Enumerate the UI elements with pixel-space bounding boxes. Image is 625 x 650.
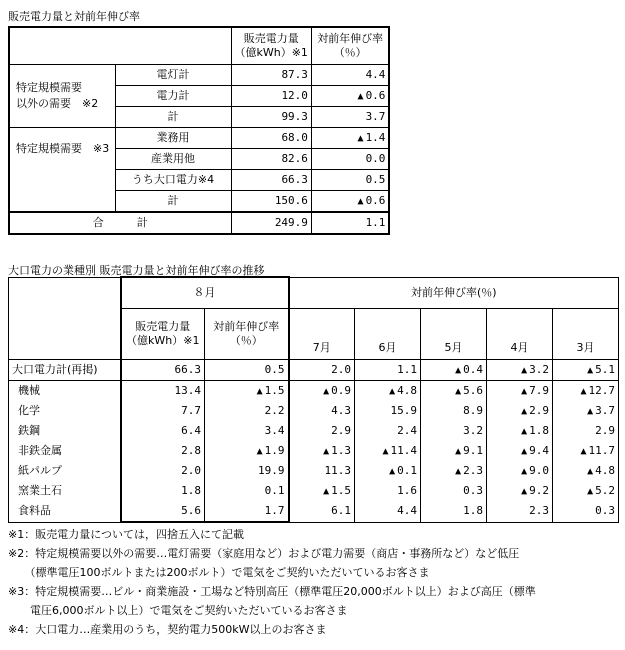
month-growth-cell — [355, 441, 421, 461]
decrease-triangle-icon: ▲ — [357, 132, 364, 144]
group-label-line2: 以外の需要 ※2 — [16, 97, 99, 110]
growth-value: 12.7 — [588, 383, 615, 397]
month-header: 3月 — [553, 309, 619, 360]
growth-value: 1.3 — [331, 443, 351, 457]
month-header: 7月 — [289, 309, 355, 360]
sales-value: 150.6 — [231, 191, 311, 213]
month-growth-cell — [355, 421, 421, 441]
decrease-triangle-icon: ▲ — [256, 445, 263, 457]
sub-sales-line2: （億kWh）※1 — [126, 334, 200, 347]
row-label: 産業用他 — [115, 149, 231, 170]
header-sales-line2: （億kWh）※1 — [234, 46, 308, 59]
header-growth-line2: （％） — [333, 46, 367, 59]
month-growth-cell — [487, 401, 553, 421]
month-growth-cell — [289, 381, 355, 402]
sales-value: 66.3 — [121, 360, 205, 381]
growth-value: 5.1 — [595, 362, 615, 376]
growth-value: 11.7 — [588, 443, 615, 457]
growth-value: 1.7 — [264, 503, 285, 517]
growth-value: 3.4 — [264, 423, 285, 437]
industry-label-text: 非鉄金属 — [18, 444, 62, 457]
row-label: 電力計 — [115, 86, 231, 107]
growth-value: 5.2 — [595, 483, 615, 497]
growth-value: 9.1 — [463, 443, 483, 457]
growth-value: 3.7 — [365, 109, 386, 123]
industry-label-text: 鉄鋼 — [18, 424, 40, 437]
total-label: 合 計 — [9, 212, 231, 234]
month-growth-cell — [289, 501, 355, 522]
industry-label-text: 機械 — [18, 384, 40, 397]
row-label: 計 — [115, 191, 231, 213]
sub-growth-line1: 対前年伸び率 — [213, 320, 280, 333]
growth-cell — [311, 65, 389, 86]
month-growth-cell — [553, 381, 619, 402]
table-row — [9, 481, 619, 501]
month-growth-cell — [487, 501, 553, 522]
table-row — [9, 461, 619, 481]
footnote: ※1：販売電力量については，四捨五入にて記載 — [8, 528, 244, 541]
month-growth-cell — [487, 421, 553, 441]
table-row — [9, 401, 619, 421]
header-sales — [231, 27, 311, 65]
row-label: うち大口電力※4 — [115, 170, 231, 191]
month-growth-cell — [421, 381, 487, 402]
sales-value: 7.7 — [121, 401, 205, 421]
month-growth-cell — [289, 461, 355, 481]
industry-label: 大口電力計(再掲) — [9, 360, 121, 381]
total-growth: 1.1 — [365, 215, 386, 229]
growth-value: 0.1 — [397, 463, 417, 477]
growth-value: 0.9 — [331, 383, 351, 397]
growth-value: 2.2 — [264, 403, 285, 417]
industry-label — [9, 401, 121, 421]
group-label-line1: 特定規模需要 ※3 — [16, 142, 110, 155]
growth-value: 11.3 — [324, 463, 351, 477]
decrease-triangle-icon: ▲ — [521, 465, 528, 477]
decrease-triangle-icon: ▲ — [389, 385, 396, 397]
growth-value: 2.3 — [463, 463, 483, 477]
growth-value: 1.6 — [397, 483, 417, 497]
growth-value: 0.5 — [365, 172, 386, 186]
month-growth-cell — [355, 481, 421, 501]
row-label: 電灯計 — [115, 65, 231, 86]
decrease-triangle-icon: ▲ — [580, 385, 587, 397]
growth-value: 4.8 — [595, 463, 615, 477]
growth-value: 7.9 — [529, 383, 549, 397]
growth-value: 4.4 — [365, 67, 386, 81]
footnotes — [8, 525, 536, 639]
total-row — [9, 212, 389, 234]
growth-value: 6.1 — [331, 503, 351, 517]
growth-cell — [311, 149, 389, 170]
month-growth-cell — [487, 481, 553, 501]
growth-value: 19.9 — [258, 463, 285, 477]
industry-label-text: 紙パルプ — [18, 464, 62, 477]
sub-growth-line2: （％） — [229, 334, 263, 347]
growth-value: 11.4 — [390, 443, 417, 457]
decrease-triangle-icon: ▲ — [389, 465, 396, 477]
growth-cell — [311, 128, 389, 149]
growth-value: 0.4 — [463, 362, 483, 376]
growth-value: 0.5 — [264, 362, 285, 376]
aug-growth-cell — [205, 481, 289, 501]
month-growth-cell — [487, 441, 553, 461]
table-header-row — [9, 27, 389, 65]
growth-cell — [311, 170, 389, 191]
industry-label — [9, 381, 121, 402]
group-label-specific — [9, 128, 115, 213]
footnote: ※3：特定規模需要…ビル・商業施設・工場など特別高圧（標準電圧20,000ボルト以上）および高圧（標準 — [8, 585, 536, 598]
growth-value: 2.9 — [529, 403, 549, 417]
decrease-triangle-icon: ▲ — [455, 445, 462, 457]
decrease-triangle-icon: ▲ — [382, 445, 389, 457]
sales-value: 68.0 — [231, 128, 311, 149]
industry-label — [9, 441, 121, 461]
growth-value: 2.9 — [331, 423, 351, 437]
footnote: ※2：特定規模需要以外の需要…電灯需要（家庭用など）および電力需要（商店・事務所など）など低圧 — [8, 547, 520, 560]
august-header: ８月 — [121, 277, 289, 309]
industry-label — [9, 461, 121, 481]
month-growth-cell — [421, 481, 487, 501]
growth-value: 4.8 — [397, 383, 417, 397]
table-row — [9, 501, 619, 522]
industry-label-text: 化学 — [18, 404, 40, 417]
growth-value: 2.9 — [595, 423, 615, 437]
month-header: 5月 — [421, 309, 487, 360]
total-sales: 249.9 — [231, 212, 311, 234]
decrease-triangle-icon: ▲ — [357, 195, 364, 207]
industry-label — [9, 421, 121, 441]
aug-growth-cell — [205, 441, 289, 461]
month-growth-cell — [421, 501, 487, 522]
month-growth-cell — [289, 401, 355, 421]
growth-value: 1.5 — [264, 383, 285, 397]
sub-header-growth — [205, 309, 289, 360]
growth-value: 3.2 — [529, 362, 549, 376]
month-growth-cell — [289, 360, 355, 381]
month-growth-cell — [421, 461, 487, 481]
aug-growth-cell — [205, 421, 289, 441]
decrease-triangle-icon: ▲ — [455, 364, 462, 376]
header-growth-line1: 対前年伸び率 — [317, 32, 384, 45]
growth-value: 1.1 — [397, 362, 417, 376]
growth-value: 1.8 — [529, 423, 549, 437]
decrease-triangle-icon: ▲ — [521, 445, 528, 457]
yoy-header: 対前年伸び率(％) — [289, 277, 619, 309]
decrease-triangle-icon: ▲ — [455, 385, 462, 397]
decrease-triangle-icon: ▲ — [256, 385, 263, 397]
group-label-line1: 特定規模需要 — [16, 81, 82, 94]
month-growth-cell — [421, 441, 487, 461]
industry-label — [9, 501, 121, 522]
growth-value: 0.3 — [463, 483, 483, 497]
aug-growth-cell — [205, 381, 289, 402]
month-growth-cell — [289, 421, 355, 441]
month-growth-cell — [355, 401, 421, 421]
decrease-triangle-icon: ▲ — [587, 465, 594, 477]
aug-growth-cell — [205, 401, 289, 421]
growth-value: 9.2 — [529, 483, 549, 497]
header-blank — [9, 277, 121, 360]
decrease-triangle-icon: ▲ — [587, 364, 594, 376]
growth-value: 4.4 — [397, 503, 417, 517]
growth-value: 3.7 — [595, 403, 615, 417]
month-growth-cell — [553, 461, 619, 481]
industry-label-text: 窯業土石 — [18, 484, 62, 497]
recap-row — [9, 360, 619, 381]
month-growth-cell — [487, 381, 553, 402]
growth-value: 1.8 — [463, 503, 483, 517]
growth-value: 15.9 — [390, 403, 417, 417]
month-growth-cell — [487, 360, 553, 381]
month-growth-cell — [289, 481, 355, 501]
sales-value: 66.3 — [231, 170, 311, 191]
decrease-triangle-icon: ▲ — [521, 425, 528, 437]
row-label: 計 — [115, 107, 231, 128]
sales-value: 99.3 — [231, 107, 311, 128]
growth-value: 9.0 — [529, 463, 549, 477]
growth-value: 1.9 — [264, 443, 285, 457]
month-growth-cell — [553, 501, 619, 522]
month-growth-cell — [421, 421, 487, 441]
month-growth-cell — [553, 481, 619, 501]
table-row — [9, 381, 619, 402]
header-sales-line1: 販売電力量 — [243, 32, 299, 45]
decrease-triangle-icon: ▲ — [521, 385, 528, 397]
growth-cell — [311, 86, 389, 107]
month-growth-cell — [421, 360, 487, 381]
sales-value: 13.4 — [121, 381, 205, 402]
aug-growth-cell — [205, 360, 289, 381]
growth-value: 0.6 — [365, 88, 386, 102]
decrease-triangle-icon: ▲ — [587, 405, 594, 417]
table-row — [9, 421, 619, 441]
month-growth-cell — [355, 381, 421, 402]
growth-value: 1.4 — [365, 130, 386, 144]
month-growth-cell — [553, 401, 619, 421]
aug-growth-cell — [205, 461, 289, 481]
month-growth-cell — [487, 461, 553, 481]
sales-value: 2.0 — [121, 461, 205, 481]
month-growth-cell — [553, 441, 619, 461]
decrease-triangle-icon: ▲ — [357, 90, 364, 102]
header-blank — [9, 27, 231, 65]
month-header: 4月 — [487, 309, 553, 360]
month-growth-cell — [553, 421, 619, 441]
sales-value: 5.6 — [121, 501, 205, 522]
month-growth-cell — [553, 360, 619, 381]
month-growth-cell — [355, 461, 421, 481]
growth-value: 0.1 — [264, 483, 285, 497]
decrease-triangle-icon: ▲ — [323, 485, 330, 497]
industry-label-text: 食料品 — [18, 504, 51, 518]
decrease-triangle-icon: ▲ — [323, 385, 330, 397]
industry-label — [9, 481, 121, 501]
month-growth-cell — [421, 401, 487, 421]
growth-value: 2.4 — [397, 423, 417, 437]
growth-value: 3.2 — [463, 423, 483, 437]
table-row — [9, 128, 389, 149]
header-row-1 — [9, 277, 619, 309]
decrease-triangle-icon: ▲ — [521, 485, 528, 497]
growth-value: 5.6 — [463, 383, 483, 397]
sales-value: 12.0 — [231, 86, 311, 107]
sub-header-sales — [121, 309, 205, 360]
decrease-triangle-icon: ▲ — [455, 465, 462, 477]
bottom-table-caption: 大口電力の業種別 販売電力量と対前年伸び率の推移 — [8, 264, 265, 277]
growth-value: 9.4 — [529, 443, 549, 457]
sub-sales-line1: 販売電力量 — [135, 320, 191, 333]
month-growth-cell — [289, 441, 355, 461]
growth-value: 1.5 — [331, 483, 351, 497]
growth-value: 0.6 — [365, 193, 386, 207]
sales-value: 82.6 — [231, 149, 311, 170]
growth-value: 4.3 — [331, 403, 351, 417]
sales-value: 87.3 — [231, 65, 311, 86]
month-growth-cell — [355, 501, 421, 522]
growth-cell — [311, 191, 389, 213]
industry-trend-table — [8, 276, 619, 523]
growth-value: 8.9 — [463, 403, 483, 417]
growth-value: 0.0 — [365, 151, 386, 165]
total-growth-cell — [311, 212, 389, 234]
growth-cell — [311, 107, 389, 128]
sales-value: 2.8 — [121, 441, 205, 461]
sales-summary-table — [8, 26, 390, 235]
decrease-triangle-icon: ▲ — [521, 405, 528, 417]
footnote: （標準電圧100ボルトまたは200ボルト）で電気をご契約いただいているお客さま — [8, 566, 430, 579]
decrease-triangle-icon: ▲ — [587, 485, 594, 497]
top-table-caption: 販売電力量と対前年伸び率 — [8, 10, 140, 23]
decrease-triangle-icon: ▲ — [323, 445, 330, 457]
decrease-triangle-icon: ▲ — [521, 364, 528, 376]
aug-growth-cell — [205, 501, 289, 522]
sales-value: 6.4 — [121, 421, 205, 441]
decrease-triangle-icon: ▲ — [580, 445, 587, 457]
growth-value: 2.0 — [331, 362, 351, 376]
growth-value: 2.3 — [529, 503, 549, 517]
month-header: 6月 — [355, 309, 421, 360]
table-row — [9, 441, 619, 461]
footnote: ※4：大口電力…産業用のうち，契約電力500kW以上のお客さま — [8, 623, 327, 636]
growth-value: 0.3 — [595, 503, 615, 517]
row-label: 業務用 — [115, 128, 231, 149]
month-growth-cell — [355, 360, 421, 381]
header-growth — [311, 27, 389, 65]
table-row — [9, 65, 389, 86]
group-label-non-specific — [9, 65, 115, 128]
footnote: 電圧6,000ボルト以上）で電気をご契約いただいているお客さま — [8, 604, 348, 617]
sales-value: 1.8 — [121, 481, 205, 501]
